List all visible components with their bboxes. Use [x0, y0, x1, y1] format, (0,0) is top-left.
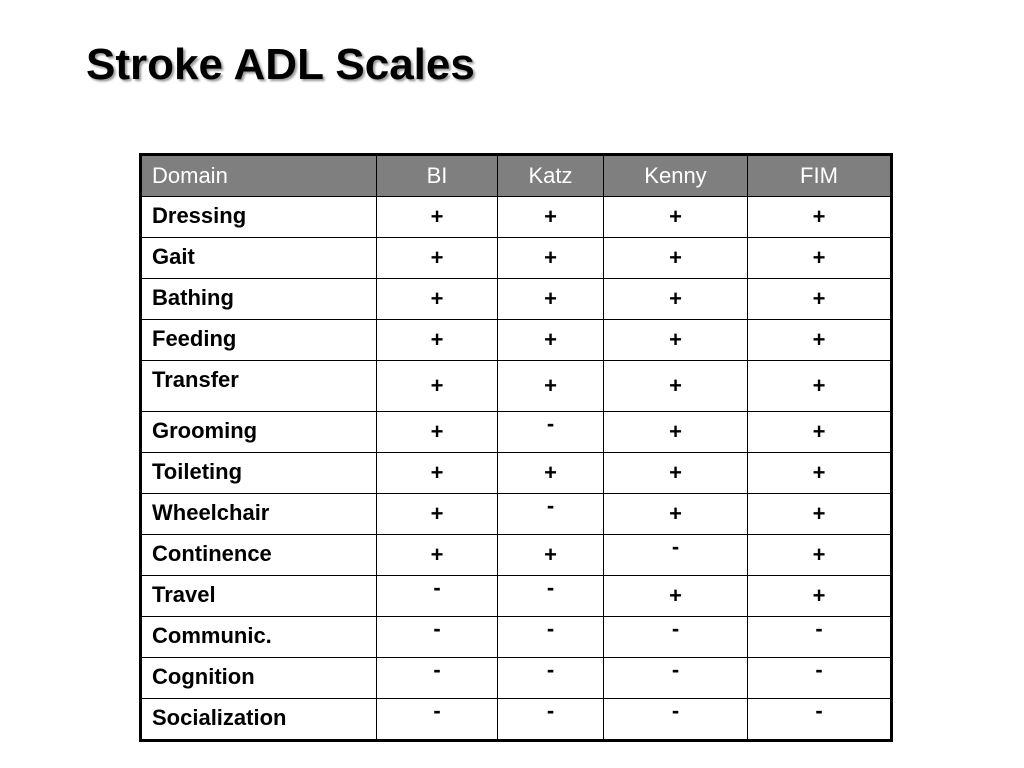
table-row	[141, 238, 892, 279]
bi-mark: +	[430, 204, 444, 229]
kenny-mark: +	[669, 373, 682, 398]
domain-cell: Gait	[141, 238, 377, 279]
fim-mark: +	[812, 542, 826, 567]
kenny-mark-cell	[604, 412, 748, 453]
header-bi: BI	[377, 155, 498, 197]
katz-mark-cell	[498, 699, 604, 741]
fim-mark-cell	[748, 535, 892, 576]
table-row	[141, 320, 892, 361]
table-row	[141, 453, 892, 494]
table-body	[141, 197, 892, 741]
bi-mark-cell	[377, 279, 498, 320]
katz-mark: +	[544, 204, 557, 229]
fim-mark-cell	[748, 238, 892, 279]
katz-mark-cell	[498, 320, 604, 361]
kenny-mark-cell	[604, 699, 748, 741]
domain-cell: Dressing	[141, 197, 377, 238]
kenny-mark: +	[669, 286, 682, 311]
katz-mark-cell	[498, 412, 604, 453]
bi-mark-cell	[377, 494, 498, 535]
fim-mark-cell	[748, 494, 892, 535]
kenny-mark: +	[669, 501, 682, 526]
kenny-mark-cell	[604, 535, 748, 576]
bi-mark: +	[430, 501, 444, 526]
katz-mark-cell	[498, 617, 604, 658]
bi-mark-cell	[377, 412, 498, 453]
bi-mark-cell	[377, 320, 498, 361]
kenny-mark-cell	[604, 320, 748, 361]
bi-mark: -	[433, 575, 441, 600]
domain-cell: Feeding	[141, 320, 377, 361]
kenny-mark: -	[671, 534, 680, 559]
table-row	[141, 576, 892, 617]
bi-mark-cell	[377, 238, 498, 279]
kenny-mark-cell	[604, 238, 748, 279]
fim-mark: +	[812, 327, 826, 352]
katz-mark-cell	[498, 197, 604, 238]
kenny-mark-cell	[604, 576, 748, 617]
domain-cell: Wheelchair	[141, 494, 377, 535]
katz-mark-cell	[498, 658, 604, 699]
bi-mark: +	[430, 460, 444, 485]
domain-cell: Cognition	[141, 658, 377, 699]
kenny-mark-cell	[604, 617, 748, 658]
fim-mark: +	[812, 583, 826, 608]
table-row	[141, 658, 892, 699]
domain-cell: Continence	[141, 535, 377, 576]
domain-cell: Transfer	[141, 361, 377, 412]
header-kenny: Kenny	[604, 155, 748, 197]
kenny-mark: -	[671, 616, 680, 641]
bi-mark: -	[433, 698, 441, 723]
kenny-mark: +	[669, 419, 682, 444]
header-fim: FIM	[748, 155, 892, 197]
katz-mark-cell	[498, 279, 604, 320]
katz-mark-cell	[498, 453, 604, 494]
kenny-mark: +	[669, 204, 682, 229]
table-row	[141, 535, 892, 576]
bi-mark-cell	[377, 658, 498, 699]
domain-cell: Travel	[141, 576, 377, 617]
katz-mark-cell	[498, 238, 604, 279]
domain-cell: Socialization	[141, 699, 377, 741]
katz-mark-cell	[498, 535, 604, 576]
table-row	[141, 197, 892, 238]
table-row	[141, 412, 892, 453]
fim-mark-cell	[748, 412, 892, 453]
domain-cell: Bathing	[141, 279, 377, 320]
bi-mark: +	[430, 542, 444, 567]
domain-cell: Communic.	[141, 617, 377, 658]
katz-mark: -	[546, 493, 555, 518]
fim-mark: +	[812, 204, 826, 229]
bi-mark: -	[433, 616, 441, 641]
kenny-mark: -	[671, 657, 680, 682]
katz-mark-cell	[498, 576, 604, 617]
fim-mark: +	[812, 373, 826, 398]
katz-mark: -	[546, 616, 555, 641]
katz-mark: +	[544, 460, 557, 485]
fim-mark: -	[815, 698, 823, 723]
fim-mark-cell	[748, 658, 892, 699]
fim-mark: +	[812, 245, 826, 270]
fim-mark-cell	[748, 699, 892, 741]
kenny-mark: +	[669, 327, 682, 352]
fim-mark: +	[812, 419, 826, 444]
bi-mark-cell	[377, 197, 498, 238]
adl-scales-table	[139, 153, 893, 742]
table-header-row	[141, 155, 892, 197]
header-katz: Katz	[498, 155, 604, 197]
kenny-mark: -	[671, 698, 680, 723]
header-domain: Domain	[141, 155, 377, 197]
katz-mark: +	[544, 542, 557, 567]
fim-mark-cell	[748, 279, 892, 320]
bi-mark-cell	[377, 453, 498, 494]
kenny-mark-cell	[604, 658, 748, 699]
bi-mark: +	[430, 419, 444, 444]
bi-mark: +	[430, 245, 444, 270]
bi-mark: -	[433, 657, 441, 682]
katz-mark-cell	[498, 494, 604, 535]
domain-cell: Grooming	[141, 412, 377, 453]
slide-title: Stroke ADL Scales	[86, 40, 475, 89]
fim-mark: -	[815, 657, 823, 682]
kenny-mark-cell	[604, 197, 748, 238]
bi-mark-cell	[377, 576, 498, 617]
fim-mark-cell	[748, 617, 892, 658]
katz-mark: +	[544, 327, 557, 352]
kenny-mark-cell	[604, 494, 748, 535]
bi-mark-cell	[377, 699, 498, 741]
table-row	[141, 494, 892, 535]
table-row	[141, 699, 892, 741]
bi-mark: +	[430, 327, 444, 352]
fim-mark-cell	[748, 576, 892, 617]
fim-mark: +	[812, 501, 826, 526]
table-row	[141, 279, 892, 320]
fim-mark-cell	[748, 320, 892, 361]
kenny-mark-cell	[604, 453, 748, 494]
fim-mark-cell	[748, 197, 892, 238]
katz-mark: -	[546, 698, 555, 723]
fim-mark-cell	[748, 361, 892, 412]
bi-mark: +	[430, 286, 444, 311]
fim-mark-cell	[748, 453, 892, 494]
bi-mark-cell	[377, 535, 498, 576]
bi-mark-cell	[377, 617, 498, 658]
katz-mark: -	[546, 411, 555, 436]
table-row	[141, 361, 892, 412]
bi-mark-cell	[377, 361, 498, 412]
katz-mark: -	[546, 575, 555, 600]
bi-mark: +	[430, 373, 444, 398]
fim-mark: -	[815, 616, 823, 641]
table-row	[141, 617, 892, 658]
katz-mark: +	[544, 373, 557, 398]
katz-mark: +	[544, 286, 557, 311]
fim-mark: +	[812, 460, 826, 485]
domain-cell: Toileting	[141, 453, 377, 494]
katz-mark: +	[544, 245, 557, 270]
kenny-mark-cell	[604, 279, 748, 320]
kenny-mark-cell	[604, 361, 748, 412]
katz-mark-cell	[498, 361, 604, 412]
kenny-mark: +	[669, 460, 682, 485]
kenny-mark: +	[669, 583, 682, 608]
fim-mark: +	[812, 286, 826, 311]
kenny-mark: +	[669, 245, 682, 270]
katz-mark: -	[546, 657, 555, 682]
